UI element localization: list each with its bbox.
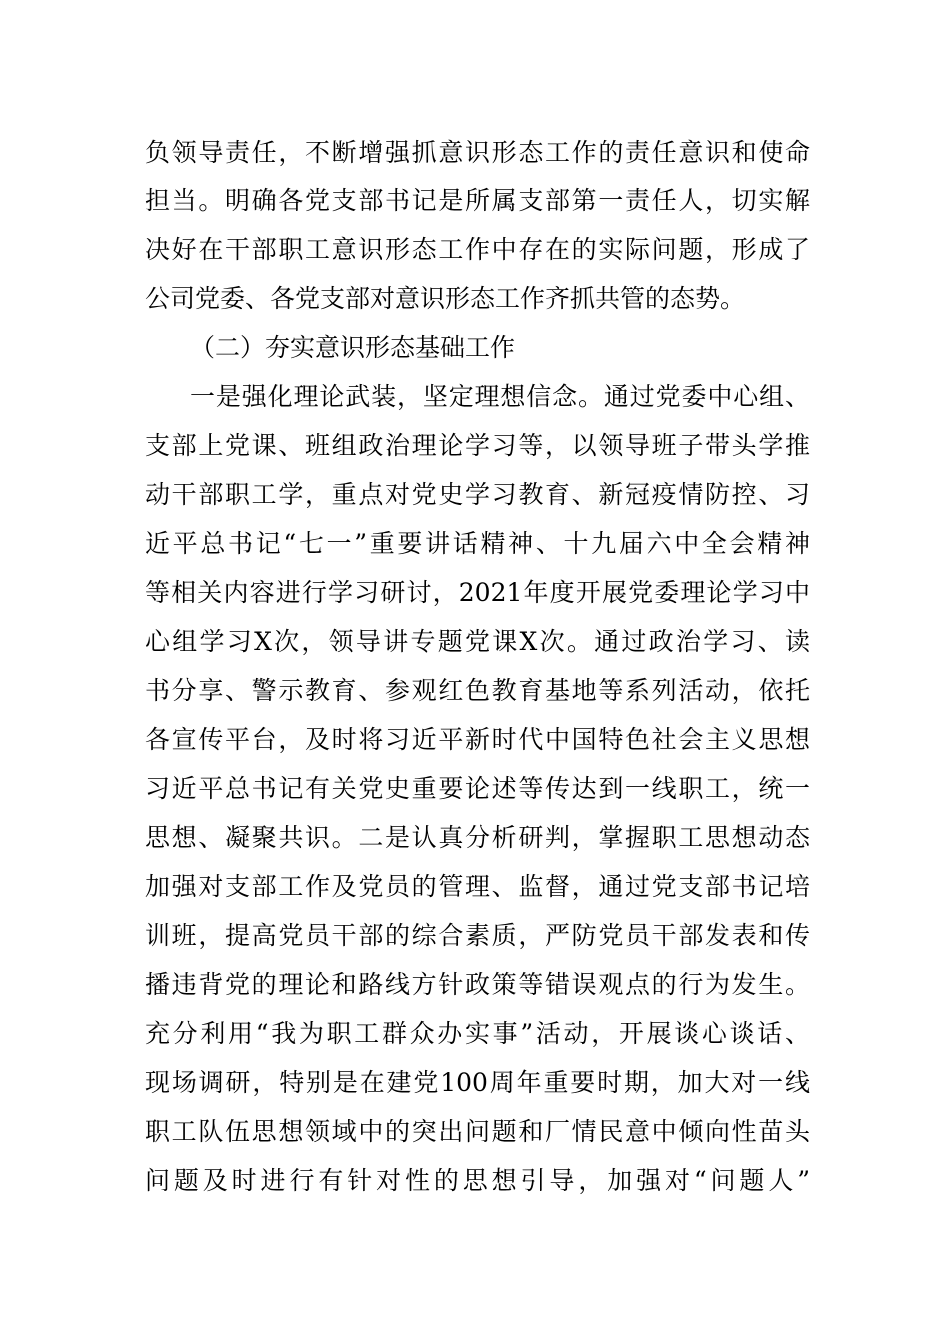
text-line: 训班，提高党员干部的综合素质，严防党员干部发表和传 xyxy=(145,921,810,950)
text-line: 公司党委、各党支部对意识形态工作齐抓共管的态势。 xyxy=(145,284,746,313)
text-line: 现场调研，特别是在建党100周年重要时期，加大对一线 xyxy=(145,1068,810,1097)
section-heading: （二）夯实意识形态基础工作 xyxy=(190,333,516,362)
text-line: 近平总书记“七一”重要讲话精神、十九届六中全会精神 xyxy=(145,529,810,558)
text-line: 加强对支部工作及党员的管理、监督，通过党支部书记培 xyxy=(145,872,810,901)
text-line: 担当。明确各党支部书记是所属支部第一责任人，切实解 xyxy=(145,186,810,215)
text-line: 书分享、警示教育、参观红色教育基地等系列活动，依托 xyxy=(145,676,810,705)
text-line: 习近平总书记有关党史重要论述等传达到一线职工，统一 xyxy=(145,774,810,803)
text-line: 负领导责任，不断增强抓意识形态工作的责任意识和使命 xyxy=(145,138,810,167)
text-line: 一是强化理论武装，坚定理想信念。通过党委中心组、 xyxy=(190,382,810,411)
text-line: 思想、凝聚共识。二是认真分析研判，掌握职工思想动态 xyxy=(145,823,810,852)
text-line: 问题及时进行有针对性的思想引导，加强对“问题人” xyxy=(145,1166,810,1195)
text-line: 充分利用“我为职工群众办实事”活动，开展谈心谈话、 xyxy=(145,1019,810,1048)
text-line: 播违背党的理论和路线方针政策等错误观点的行为发生。 xyxy=(145,970,810,999)
text-line: 决好在干部职工意识形态工作中存在的实际问题，形成了 xyxy=(145,235,810,264)
text-line: 等相关内容进行学习研讨，2021年度开展党委理论学习中 xyxy=(145,578,810,607)
text-line: 心组学习X次，领导讲专题党课X次。通过政治学习、读 xyxy=(145,627,810,656)
text-line: 支部上党课、班组政治理论学习等，以领导班子带头学推 xyxy=(145,431,810,460)
text-line: 各宣传平台，及时将习近平新时代中国特色社会主义思想 xyxy=(145,725,810,754)
text-line: 动干部职工学，重点对党史学习教育、新冠疫情防控、习 xyxy=(145,480,810,509)
text-line: 职工队伍思想领域中的突出问题和厂情民意中倾向性苗头 xyxy=(145,1117,810,1146)
